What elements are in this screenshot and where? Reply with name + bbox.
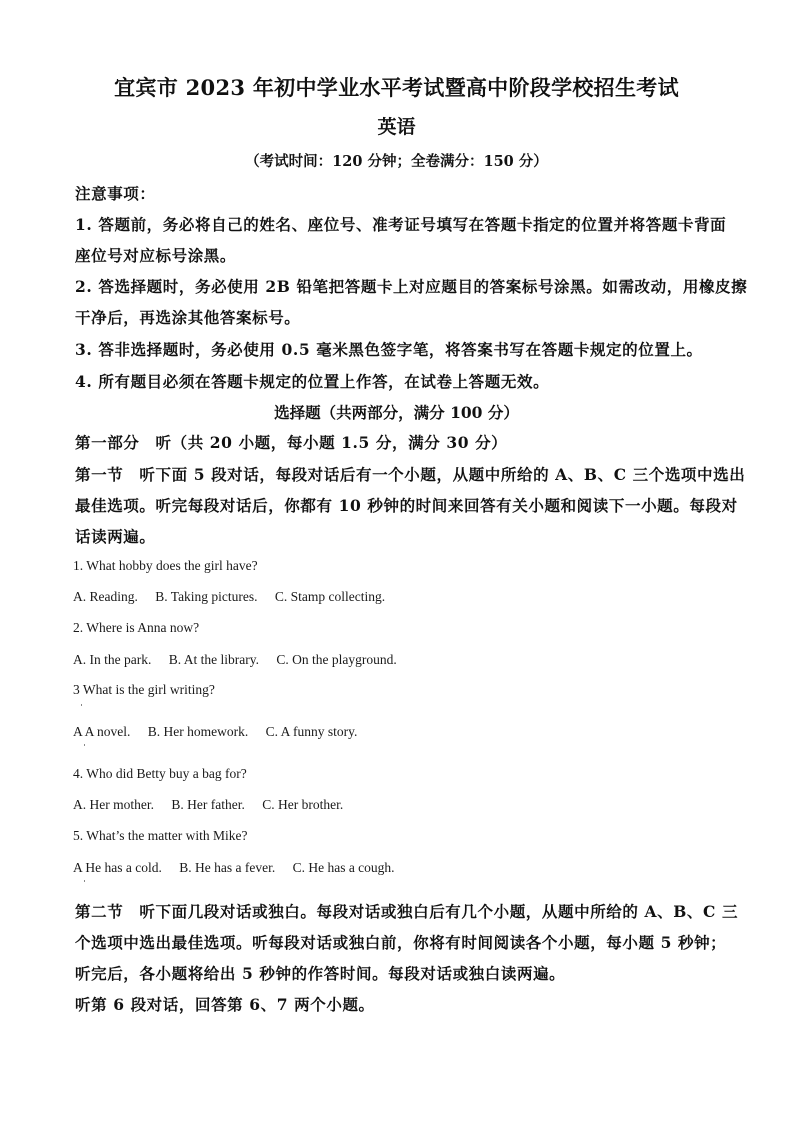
option-c: C. Her brother. [262, 797, 344, 812]
option-a: A. Reading. [73, 589, 138, 604]
section1-instruction: 最佳选项。听完每段对话后，你都有 10 秒钟的时间来回答有关小题和阅读下一小题。每段对 [75, 496, 738, 515]
question-2-options [73, 652, 411, 668]
question-1: 1. What hobby does the girl have? [73, 558, 258, 573]
option-b: B. Her homework. [147, 724, 249, 739]
section1-instruction: 第一节 听下面 5 段对话，每段对话后有一个小题，从题中所给的 A、B、C 三个选项中选出 [75, 465, 746, 484]
scan-speck [84, 744, 85, 746]
part1-heading: 第一部分 听（共 20 小题，每小题 1.5 分，满分 30 分） [75, 433, 508, 452]
option-a: A A novel. [73, 724, 131, 739]
section2-instruction: 第二节 听下面几段对话或独白。每段对话或独白后有几个小题，从题中所给的 A、B、C 三 [75, 902, 739, 921]
scan-speck [84, 880, 85, 882]
note-line: 3. 答非选择题时，务必使用 0.5 毫米黑色签字笔，将答案书写在答题卡规定的位置上。 [75, 340, 703, 359]
exam-title: 宜宾市 2023 年初中学业水平考试暨高中阶段学校招生考试 [114, 75, 679, 100]
note-line: 1. 答题前，务必将自己的姓名、座位号、准考证号填写在答题卡指定的位置并将答题卡背面 [75, 215, 727, 234]
question-1-options [73, 589, 399, 605]
question-2: 2. Where is Anna now? [73, 620, 200, 635]
question-3: 3 What is the girl writing? [73, 682, 215, 697]
option-c: C. He has a cough. [292, 860, 395, 875]
question-5: 5. What’s the matter with Mike? [73, 828, 248, 843]
section2-instruction: 个选项中选出最佳选项。听每段对话或独白前，你将有时间阅读各个小题，每小题 5 秒钟； [75, 933, 727, 952]
scan-speck [81, 704, 82, 706]
option-c: C. Stamp collecting. [274, 589, 386, 604]
section2-instruction: 听完后，各小题将给出 5 秒钟的作答时间。每段对话或独白读两遍。 [75, 964, 566, 983]
section1-instruction: 话读两遍。 [75, 527, 156, 546]
question-4: 4. Who did Betty buy a bag for? [73, 766, 247, 781]
option-b: B. He has a fever. [179, 860, 276, 875]
exam-info: （考试时间：120 分钟；全卷满分：150 分） [245, 153, 548, 170]
option-b: B. Taking pictures. [155, 589, 258, 604]
question-5-options [73, 860, 409, 876]
option-c: C. On the playground. [276, 652, 397, 667]
note-line: 2. 答选择题时，务必使用 2B 铅笔把答题卡上对应题目的答案标号涂黑。如需改动，用橡皮擦 [75, 277, 748, 296]
note-line: 4. 所有题目必须在答题卡规定的位置上作答，在试卷上答题无效。 [75, 372, 550, 391]
option-b: B. Her father. [171, 797, 245, 812]
option-a: A. In the park. [73, 652, 152, 667]
option-a: A He has a cold. [73, 860, 162, 875]
option-c: C. A funny story. [265, 724, 358, 739]
note-line: 干净后，再选涂其他答案标号。 [75, 308, 301, 327]
dialogue-6-instruction: 听第 6 段对话，回答第 6、7 两个小题。 [75, 995, 375, 1014]
choice-section-heading: 选择题（共两部分，满分 100 分） [274, 403, 519, 422]
note-line: 座位号对应标号涂黑。 [75, 246, 237, 265]
subject-title: 英语 [377, 116, 416, 138]
option-b: B. At the library. [168, 652, 259, 667]
option-a: A. Her mother. [73, 797, 154, 812]
question-3-options [73, 724, 371, 740]
notes-heading: 注意事项： [75, 184, 156, 203]
question-4-options [73, 797, 357, 813]
